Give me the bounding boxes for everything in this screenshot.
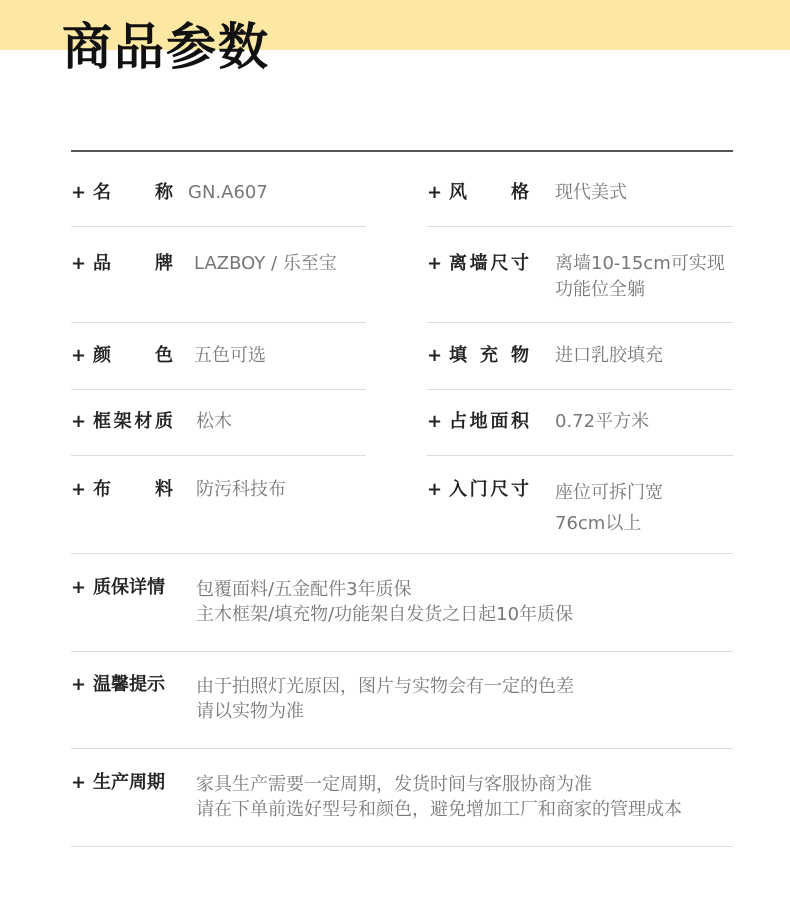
- spec-value: 防污科技布: [196, 479, 286, 500]
- note-line: 请以实物为准: [196, 701, 304, 722]
- spec-value: 0.72平方米: [555, 411, 650, 432]
- spec-value: 座位可拆门宽76cm以上: [555, 482, 663, 534]
- spec-label: 占地面积: [449, 411, 529, 432]
- spec-value: GN.A607: [188, 182, 268, 203]
- plus-icon: +: [71, 577, 87, 598]
- spec-value: 离墙10-15cm可实现功能位全躺: [555, 253, 725, 300]
- divider: [71, 226, 366, 227]
- spec-value: LAZBOY / 乐至宝: [194, 253, 337, 274]
- plus-icon: +: [427, 345, 443, 366]
- note-line: 家具生产需要一定周期，发货时间与客服协商为准: [196, 774, 592, 795]
- divider: [71, 846, 733, 847]
- note-line: 包覆面料/五金配件3年质保: [196, 579, 412, 600]
- plus-icon: +: [71, 772, 87, 793]
- plus-icon: +: [427, 253, 443, 274]
- divider: [71, 322, 366, 323]
- header-divider: [71, 150, 733, 152]
- spec-label: 名 称: [93, 182, 173, 203]
- spec-label: 填 充 物: [449, 345, 529, 366]
- divider: [71, 748, 733, 749]
- divider: [71, 455, 366, 456]
- plus-icon: +: [71, 345, 87, 366]
- plus-icon: +: [71, 253, 87, 274]
- plus-icon: +: [71, 182, 87, 203]
- note-label: 生产周期: [93, 772, 165, 793]
- page-title: 商品参数: [62, 18, 270, 76]
- divider: [71, 553, 733, 554]
- note-label: 温馨提示: [93, 674, 165, 695]
- spec-label: 颜 色: [93, 345, 173, 366]
- plus-icon: +: [71, 674, 87, 695]
- note-line: 请在下单前选好型号和颜色，避免增加工厂和商家的管理成本: [196, 799, 682, 820]
- divider: [427, 226, 733, 227]
- spec-label: 品 牌: [93, 253, 173, 274]
- spec-value: 五色可选: [194, 345, 266, 366]
- spec-value: 现代美式: [555, 182, 627, 203]
- plus-icon: +: [71, 479, 87, 500]
- spec-label: 布 料: [93, 479, 173, 500]
- spec-label: 离墙尺寸: [449, 253, 529, 274]
- divider: [427, 322, 733, 323]
- spec-value: 进口乳胶填充: [555, 345, 663, 366]
- spec-label: 框架材质: [93, 411, 173, 432]
- plus-icon: +: [427, 479, 443, 500]
- spec-label: 风 格: [449, 182, 529, 203]
- divider: [427, 455, 733, 456]
- plus-icon: +: [71, 411, 87, 432]
- plus-icon: +: [427, 411, 443, 432]
- note-line: 由于拍照灯光原因，图片与实物会有一定的色差: [196, 676, 574, 697]
- spec-value: 松木: [196, 411, 232, 432]
- spec-label: 入门尺寸: [449, 479, 529, 500]
- note-label: 质保详情: [93, 577, 165, 598]
- plus-icon: +: [427, 182, 443, 203]
- divider: [71, 389, 366, 390]
- divider: [427, 389, 733, 390]
- note-line: 主木框架/填充物/功能架自发货之日起10年质保: [196, 604, 574, 625]
- divider: [71, 651, 733, 652]
